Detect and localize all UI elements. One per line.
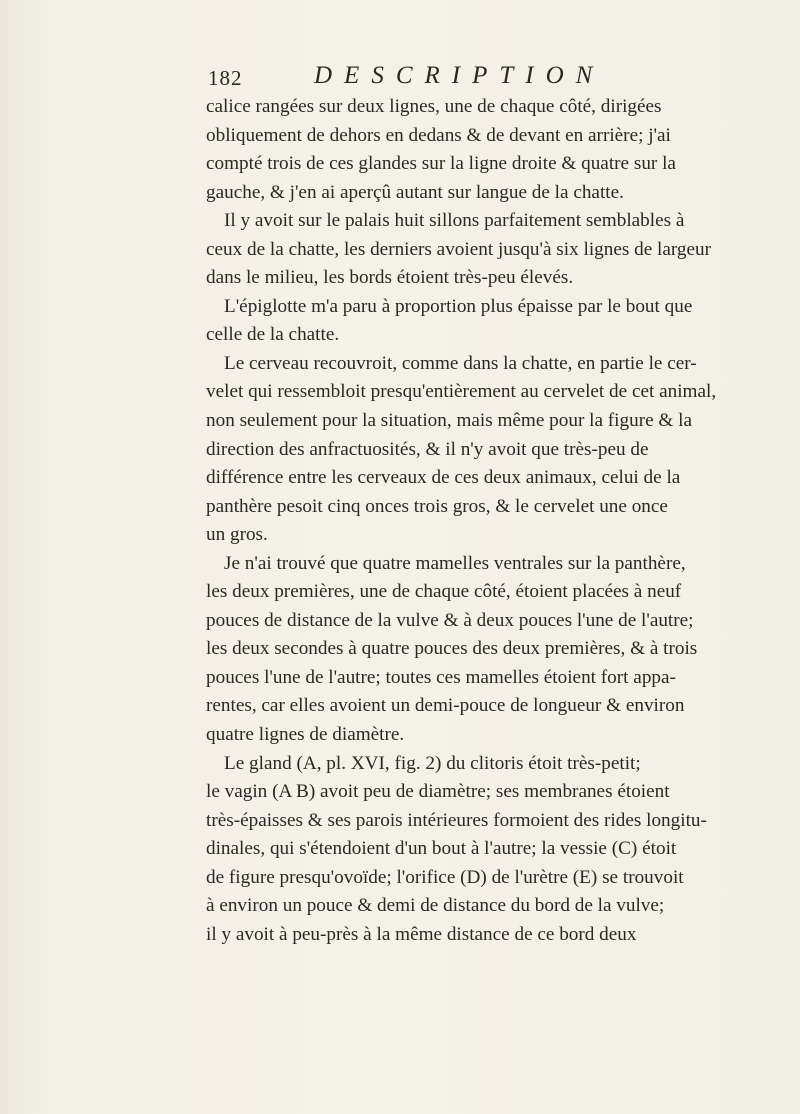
running-head: DESCRIPTION bbox=[314, 62, 605, 89]
page-header bbox=[208, 62, 608, 96]
text-line: panthère pesoit cinq onces trois gros, & le cervelet une once bbox=[206, 495, 668, 517]
text-line: Le gland (A, pl. XVI, fig. 2) du clitoris étoit très-petit; bbox=[224, 752, 641, 774]
text-line: Il y avoit sur le palais huit sillons parfaitement semblables à bbox=[224, 210, 685, 232]
text-line: L'épiglotte m'a paru à proportion plus épaisse par le bout que bbox=[224, 295, 693, 317]
text-line: dinales, qui s'étendoient d'un bout à l'autre; la vessie (C) étoit bbox=[206, 838, 677, 860]
text-line: les deux premières, une de chaque côté, étoient placées à neuf bbox=[206, 581, 682, 603]
text-line: rentes, car elles avoient un demi-pouce de longueur & environ bbox=[206, 695, 685, 717]
text-line: ceux de la chatte, les derniers avoient jusqu'à six lignes de largeur bbox=[206, 238, 712, 260]
text-line: direction des anfractuosités, & il n'y avoit que très-peu de bbox=[206, 438, 649, 460]
text-line: velet qui ressembloit presqu'entièrement au cervelet de cet animal, bbox=[206, 381, 717, 403]
text-line: les deux secondes à quatre pouces des deux premières, & à trois bbox=[206, 638, 698, 660]
text-line: quatre lignes de diamètre. bbox=[206, 724, 405, 746]
text-line: dans le milieu, les bords étoient très-peu élevés. bbox=[206, 267, 574, 289]
text-line: pouces l'une de l'autre; toutes ces mamelles étoient fort appa- bbox=[206, 666, 676, 688]
text-line: Je n'ai trouvé que quatre mamelles ventrales sur la panthère, bbox=[224, 552, 686, 574]
text-line: différence entre les cerveaux de ces deux animaux, celui de la bbox=[206, 467, 681, 489]
text-line: gauche, & j'en ai aperçû autant sur langue de la chatte. bbox=[206, 181, 624, 203]
body-text bbox=[206, 93, 717, 949]
text-line: le vagin (A B) avoit peu de diamètre; ses membranes étoient bbox=[206, 781, 670, 803]
text-line: obliquement de dehors en dedans & de devant en arrière; j'ai bbox=[206, 124, 671, 146]
text-line: compté trois de ces glandes sur la ligne droite & quatre sur la bbox=[206, 153, 676, 175]
page-number: 182 bbox=[208, 66, 243, 90]
text-line: Le cerveau recouvroit, comme dans la chatte, en partie le cer- bbox=[224, 352, 697, 374]
text-line: à environ un pouce & demi de distance du bord de la vulve; bbox=[206, 895, 665, 917]
text-line: de figure presqu'ovoïde; l'orifice (D) de l'urètre (E) se trouvoit bbox=[206, 866, 684, 888]
text-line: un gros. bbox=[206, 524, 268, 546]
text-line: calice rangées sur deux lignes, une de chaque côté, dirigées bbox=[206, 96, 662, 117]
text-line: il y avoit à peu-près à la même distance de ce bord deux bbox=[206, 923, 637, 945]
text-line: celle de la chatte. bbox=[206, 324, 340, 346]
text-line: non seulement pour la situation, mais même pour la figure & la bbox=[206, 410, 692, 432]
text-line: pouces de distance de la vulve & à deux pouces l'une de l'autre; bbox=[206, 609, 694, 631]
text-line: très-épaisses & ses parois intérieures formoient des rides longitu- bbox=[206, 809, 707, 831]
